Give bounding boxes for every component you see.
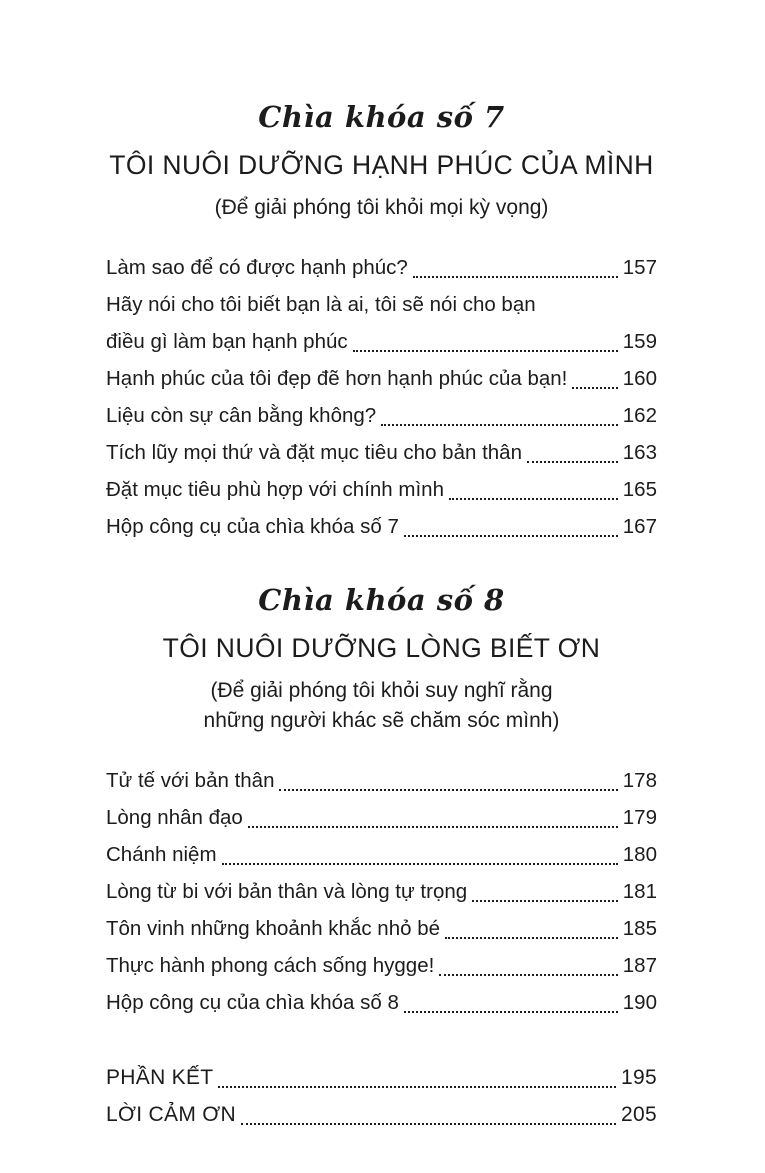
toc-section [106, 100, 657, 545]
toc-entry-row [106, 397, 657, 434]
toc-entry-page: 190 [622, 991, 657, 1014]
toc-entry-row [106, 360, 657, 397]
toc-entry-title: Lòng nhân đạo [106, 806, 243, 829]
toc-entry-title: Làm sao để có được hạnh phúc? [106, 256, 408, 279]
section-subtitle [106, 193, 657, 223]
toc-entry-row [106, 947, 657, 984]
toc-entry-page: 167 [622, 515, 657, 538]
toc-entry [106, 984, 657, 1021]
toc-entry [106, 249, 657, 286]
toc-list [106, 762, 657, 1021]
dotted-leader [222, 863, 618, 865]
toc-entry [106, 286, 657, 360]
toc-entry-page: 178 [622, 769, 657, 792]
toc-entry-row [106, 762, 657, 799]
toc-entry-page: 195 [621, 1066, 657, 1089]
toc-entry-page: 179 [622, 806, 657, 829]
toc-entry-row [106, 249, 657, 286]
footer-list [106, 1059, 657, 1133]
toc-entry-title: Tích lũy mọi thứ và đặt mục tiêu cho bản thân [106, 441, 522, 464]
toc-entry-title: Chánh niệm [106, 843, 217, 866]
section-script-title: Chìa khóa số 8 [258, 583, 505, 617]
toc-entry-page: 165 [622, 478, 657, 501]
toc-entry-page: 181 [622, 880, 657, 903]
toc-entry-title: Đặt mục tiêu phù hợp với chính mình [106, 478, 444, 501]
toc-entry-title: Liệu còn sự cân bằng không? [106, 404, 377, 427]
section-subtitle-line: (Để giải phóng tôi khỏi mọi kỳ vọng) [214, 196, 549, 219]
section-subtitle-line: những người khác sẽ chăm sóc mình) [203, 709, 560, 732]
toc-entry-row [106, 799, 657, 836]
toc-entry-title: Thực hành phong cách sống hygge! [106, 954, 435, 977]
toc-entry [106, 873, 657, 910]
toc-entry-page: 205 [621, 1103, 657, 1126]
toc-entry-row [106, 984, 657, 1021]
toc-entry [106, 836, 657, 873]
toc-entry-page: 185 [622, 917, 657, 940]
toc-entry-row [106, 508, 657, 545]
toc-entry-prelines [106, 286, 657, 323]
toc-entry-page: 187 [622, 954, 657, 977]
toc-entry-row [106, 1096, 657, 1133]
section-title: TÔI NUÔI DƯỠNG HẠNH PHÚC CỦA MÌNH [109, 150, 654, 180]
toc-entry-page: 160 [622, 367, 657, 390]
toc-entry [106, 434, 657, 471]
toc-entry [106, 910, 657, 947]
section-title: TÔI NUÔI DƯỠNG LÒNG BIẾT ƠN [162, 633, 601, 663]
toc-entry-page: 162 [622, 404, 657, 427]
toc-entry-page: 180 [622, 843, 657, 866]
toc-entry-title: Tôn vinh những khoảnh khắc nhỏ bé [106, 917, 440, 940]
toc-entry-title: PHẦN KẾT [106, 1066, 214, 1089]
toc-list [106, 249, 657, 545]
toc-entry [106, 397, 657, 434]
dotted-leader [279, 789, 617, 791]
dotted-leader [353, 350, 618, 352]
toc-entry-page: 159 [622, 330, 657, 353]
dotted-leader [472, 900, 618, 902]
dotted-leader [404, 1011, 618, 1013]
toc-entry-page: 157 [622, 256, 657, 279]
toc-entry [106, 1096, 657, 1133]
toc-entry-title: Hộp công cụ của chìa khóa số 7 [106, 515, 399, 538]
toc-entry-title: điều gì làm bạn hạnh phúc [106, 330, 348, 353]
dotted-leader [445, 937, 618, 939]
section-subtitle [106, 676, 657, 736]
toc-entry-title: LỜI CẢM ƠN [106, 1103, 237, 1126]
toc-entry-row [106, 1059, 657, 1096]
toc-entry-row [106, 836, 657, 873]
toc-entry-title: Lòng từ bi với bản thân và lòng tự trọng [106, 880, 468, 903]
toc-entry-title: Hộp công cụ của chìa khóa số 8 [106, 991, 399, 1014]
toc-entry [106, 360, 657, 397]
toc-entry [106, 508, 657, 545]
toc-entry-row [106, 910, 657, 947]
toc-section [106, 583, 657, 1021]
toc-entry-row [106, 434, 657, 471]
toc-entry-page: 163 [622, 441, 657, 464]
dotted-leader [439, 974, 617, 976]
toc-entry [106, 762, 657, 799]
section-script-title: Chìa khóa số 7 [258, 100, 505, 134]
dotted-leader [248, 826, 618, 828]
dotted-leader [218, 1086, 616, 1088]
dotted-leader [381, 424, 618, 426]
toc-entry-row [106, 323, 657, 360]
dotted-leader [404, 535, 618, 537]
dotted-leader [413, 276, 618, 278]
toc-entry-row [106, 873, 657, 910]
toc-entry-title: Tử tế với bản thân [106, 769, 275, 792]
toc-entry-title: Hạnh phúc của tôi đẹp đẽ hơn hạnh phúc của bạn! [106, 367, 568, 390]
dotted-leader [241, 1123, 616, 1125]
toc-entry [106, 799, 657, 836]
section-subtitle-line: (Để giải phóng tôi khỏi suy nghĩ rằng [210, 679, 553, 702]
toc-entry-preline: Hãy nói cho tôi biết bạn là ai, tôi sẽ nói cho bạn [106, 293, 536, 316]
dotted-leader [572, 387, 617, 389]
toc-sections [106, 100, 657, 1021]
toc-entry [106, 471, 657, 508]
dotted-leader [449, 498, 618, 500]
toc-entry [106, 947, 657, 984]
toc-entry [106, 1059, 657, 1096]
dotted-leader [527, 461, 618, 463]
toc-entry-row [106, 471, 657, 508]
